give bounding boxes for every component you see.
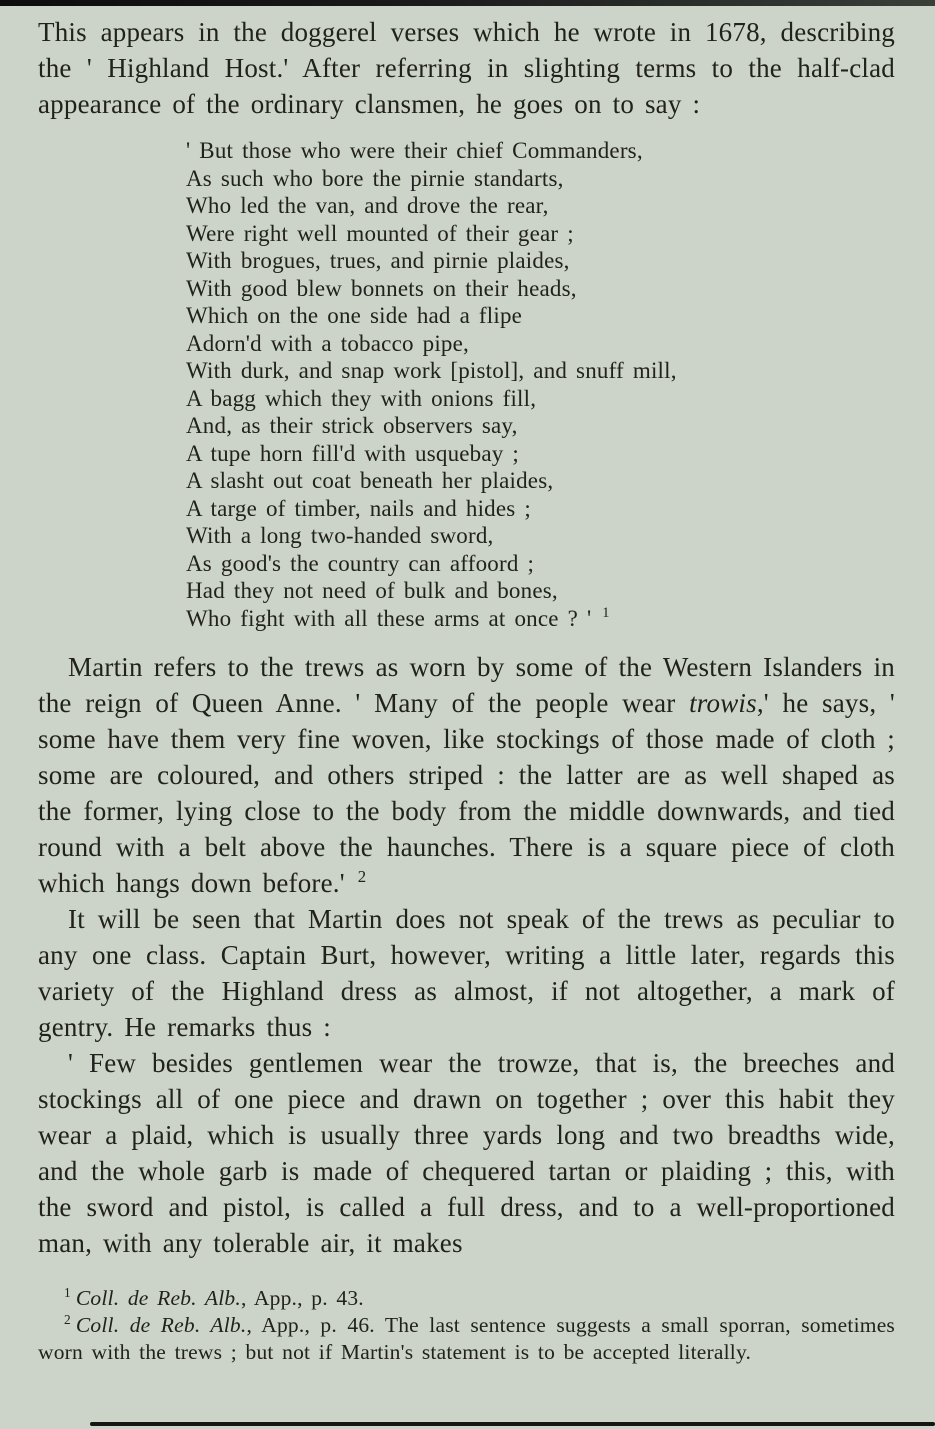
verse-line: With good blew bonnets on their heads, (186, 275, 577, 301)
footnote-ref-2: 2 (357, 867, 367, 886)
verse-line: Were right well mounted of their gear ; (186, 220, 574, 246)
footnote-2-title: Coll. de Reb. Alb. (75, 1313, 247, 1337)
paragraph-intro: This appears in the doggerel verses which he wrote in 1678, describing the ' Highland Host.' After referring in slighting terms to the half-clad appearance of the ordinary clansmen, he goes on to say : (38, 17, 895, 119)
martin-text-post: ,' he says, ' some have them very fine woven, like stockings of those made of cloth ; some are coloured, and others striped : the latter are as well shaped as the former, lying close to the body from the middle downwards, and tied round with a belt above the haunches. There is a square piece of cloth which hangs down before.' (38, 688, 895, 898)
paragraph-burt-intro: It will be seen that Martin does not speak of the trews as peculiar to any one class. Captain Burt, however, writing a little later, regards this variety of the Highland dress as almost, if not altogether, a mark of gentry. He remarks thus : (38, 904, 895, 1042)
verse-line: A targe of timber, nails and hides ; (186, 495, 531, 521)
verse-line: As good's the country can affoord ; (186, 550, 535, 576)
verse-line: And, as their strick observers say, (186, 413, 518, 438)
paragraph-martin (38, 649, 895, 901)
footnote-2-text: , App., p. 46. The last sentence suggests a small sporran, sometimes worn with the trews ; but not if Martin's statement is to be accepted literally. (38, 1313, 896, 1364)
verse-line-last (186, 605, 895, 633)
verse-line: With durk, and snap work [pistol], and snuff mill, (186, 358, 677, 383)
verse-line: Had they not need of bulk and bones, (186, 578, 558, 603)
verse-line: A bagg which they with onions fill, (186, 385, 537, 411)
verse-line: A slasht out coat beneath her plaides, (186, 468, 554, 493)
scan-edge-top (0, 0, 935, 6)
verse-line: Adorn'd with a tobacco pipe, (186, 330, 469, 356)
paragraph-burt-quote: ' Few besides gentlemen wear the trowze, that is, the breeches and stockings all of one piece and drawn on together ; over this habit they wear a plaid, which is usually three yards long and two breadths wide, and the whole garb is made of chequered tartan or plaiding ; this, with the sword and pistol, is called a full dress, and to a well-proportioned man, with any tolerable air, it makes (38, 1048, 895, 1258)
verse-block (186, 137, 895, 632)
footnote-ref-1: 1 (602, 604, 610, 621)
footnote-1-text: , App., p. 43. (240, 1286, 364, 1310)
verse-line: As such who bore the pirnie standarts, (186, 165, 564, 191)
verse-line: With brogues, trues, and pirnie plaides, (186, 248, 570, 273)
footnote-1 (38, 1285, 895, 1312)
footnote-1-number: 1 (64, 1284, 71, 1300)
martin-text-pre: Martin refers to the trews as worn by some of the Western Islanders in the reign of Queen Anne. ' Many of the people wear (38, 652, 895, 718)
verse-line: Who led the van, and drove the rear, (186, 193, 549, 218)
scan-edge-bottom (90, 1422, 935, 1426)
footnote-2 (38, 1312, 895, 1366)
italic-trowis: trowis (689, 688, 757, 718)
verse-line: Which on the one side had a flipe (186, 303, 523, 328)
footnote-1-title: Coll. de Reb. Alb. (75, 1286, 241, 1310)
verse-line: A tupe horn fill'd with usquebay ; (186, 440, 520, 466)
footnotes-section (38, 1285, 895, 1366)
footnote-2-number: 2 (64, 1311, 71, 1327)
verse-line: ' But those who were their chief Commanders, (186, 138, 643, 163)
verse-line: With a long two-handed sword, (186, 523, 494, 548)
verse-line-text: Who fight with all these arms at once ? ' (186, 605, 601, 631)
